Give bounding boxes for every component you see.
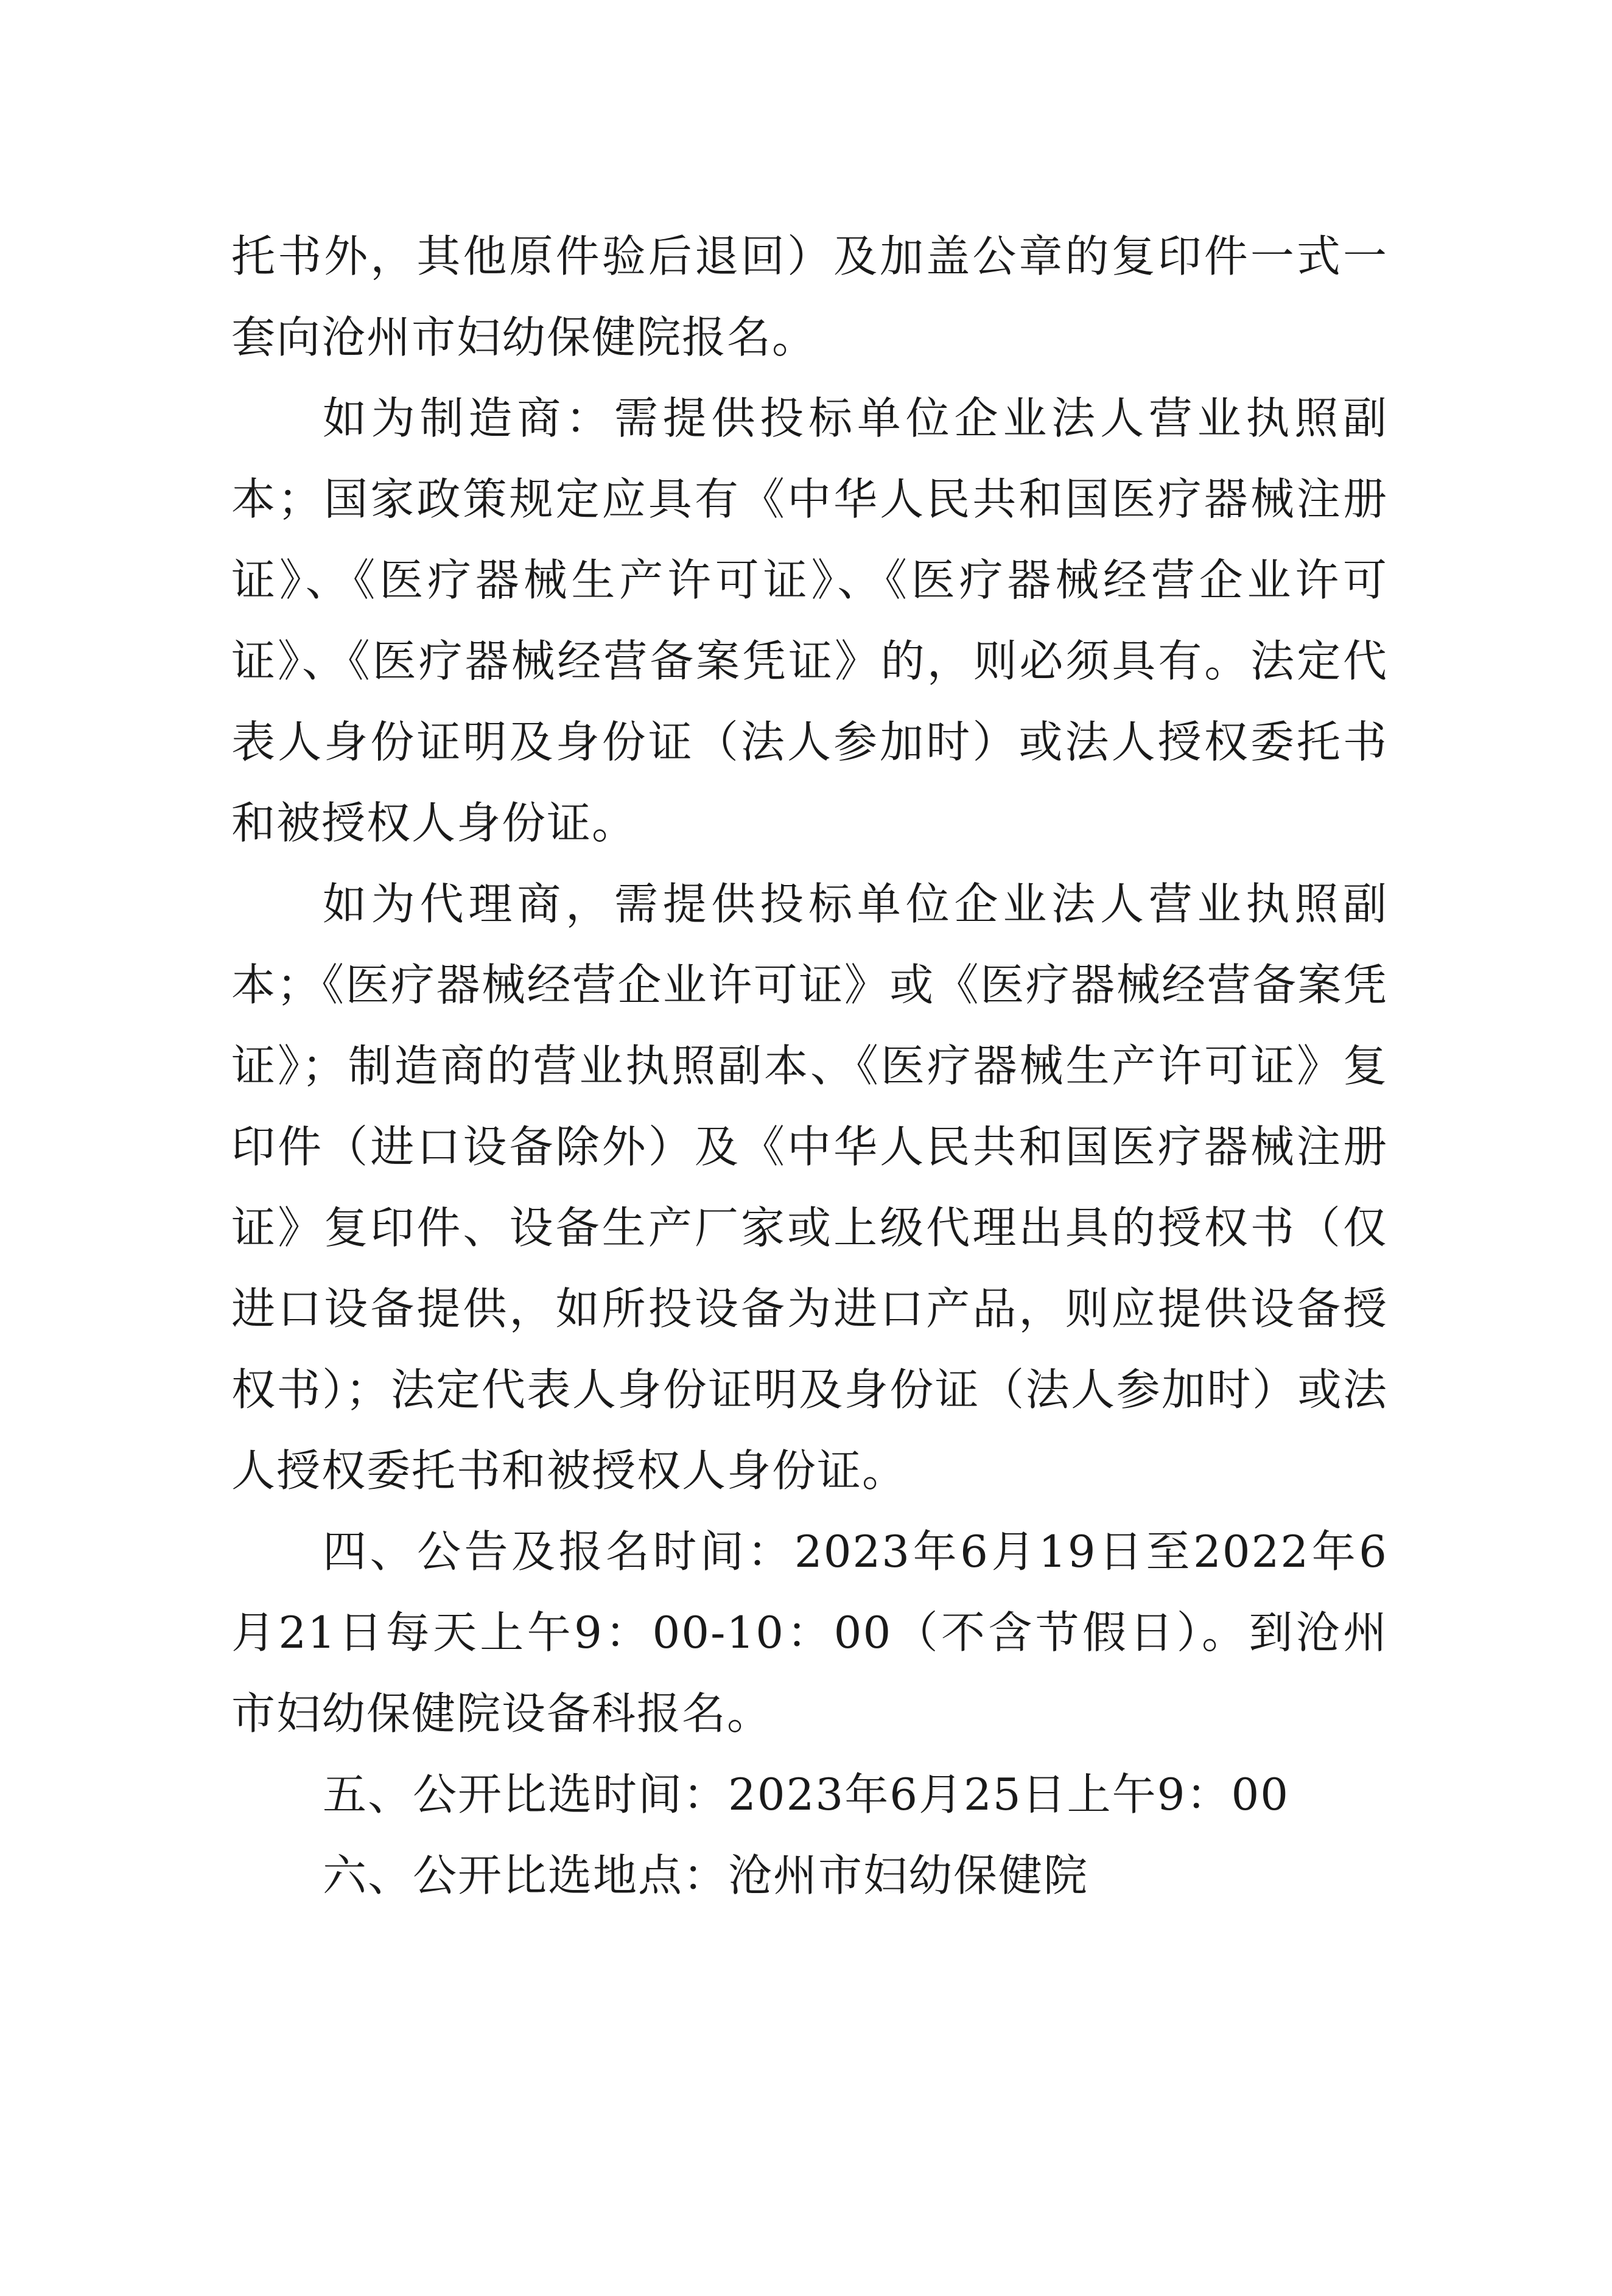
paragraph-selection-time: 五、公开比选时间：2023年6月25日上午9：00 bbox=[323, 1769, 1290, 1820]
document-body bbox=[231, 216, 1388, 1916]
paragraph-continuation: 托书外，其他原件验后退回）及加盖公章的复印件一式一套向沧州市妇幼保健院报名。 bbox=[231, 231, 1388, 363]
paragraph-manufacturer-requirements: 如为制造商：需提供投标单位企业法人营业执照副本；国家政策规定应具有《中华人民共和国医疗器械注册证》、《医疗器械生产许可证》、《医疗器械经营企业许可证》、《医疗器械经营备案凭证》的，则必须具有。法定代表人身份证明及身份证（法人参加时）或法人授权委托书和被授权人身份证。 bbox=[231, 393, 1388, 849]
paragraph-registration-time: 四、公告及报名时间：2023年6月19日至2022年6月21日每天上午9：00-10：00（不含节假日）。到沧州市妇幼保健院设备科报名。 bbox=[231, 1526, 1388, 1739]
paragraph-selection-location: 六、公开比选地点：沧州市妇幼保健院 bbox=[323, 1850, 1089, 1901]
paragraph-agent-requirements: 如为代理商，需提供投标单位企业法人营业执照副本；《医疗器械经营企业许可证》或《医疗器械经营备案凭证》；制造商的营业执照副本、《医疗器械生产许可证》复印件（进口设备除外）及《中华人民共和国医疗器械注册证》复印件、设备生产厂家或上级代理出具的授权书（仅进口设备提供，如所投设备为进口产品，则应提供设备授权书）；法定代表人身份证明及身份证（法人参加时）或法人授权委托书和被授权人身份证。 bbox=[231, 878, 1388, 1496]
